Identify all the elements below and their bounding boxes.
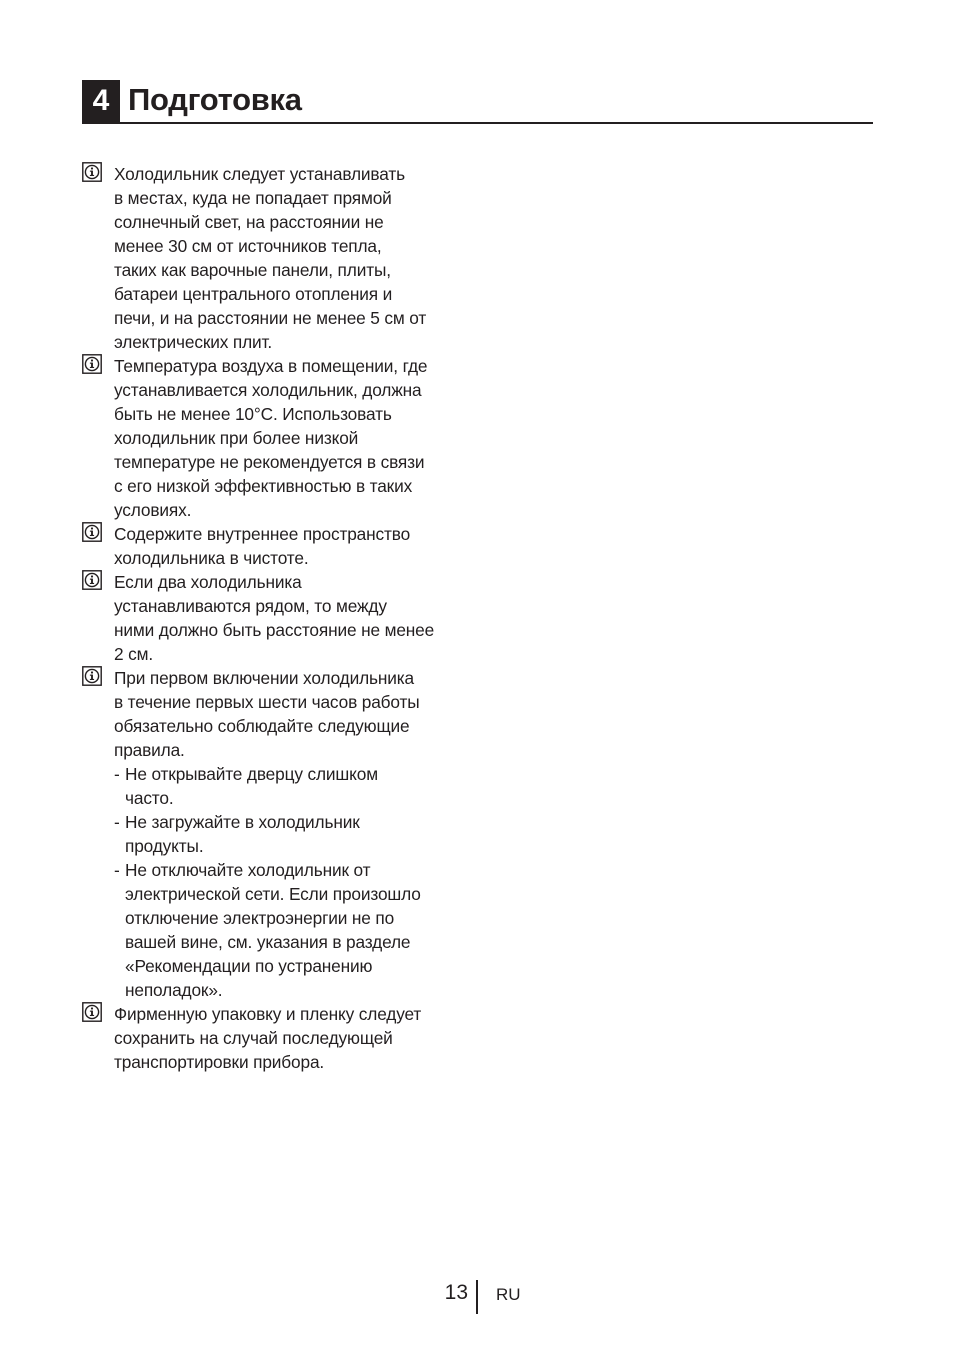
note-line: в местах, куда не попадает прямой xyxy=(114,188,392,208)
rule-item xyxy=(114,810,482,858)
note-line: ними должно быть расстояние не менее xyxy=(114,620,435,640)
note-line: быть не менее 10°C. Использовать xyxy=(114,404,392,424)
note-line: электрических плит. xyxy=(114,332,273,352)
note-line: менее 30 см от источников тепла, xyxy=(114,236,382,256)
note-line: транспортировки прибора. xyxy=(114,1052,325,1072)
rule-line: Не открывайте дверцу слишком xyxy=(125,764,378,784)
info-note xyxy=(82,522,482,570)
note-line: в течение первых шести часов работы xyxy=(114,692,420,712)
chapter-header xyxy=(82,80,873,124)
note-line: Холодильник следует устанавливать xyxy=(114,164,405,184)
note-line: правила. xyxy=(114,740,185,760)
info-note xyxy=(82,666,482,1002)
rule-item xyxy=(114,858,482,1002)
rule-line: вашей вине, см. указания в разделе xyxy=(125,932,411,952)
note-text xyxy=(114,570,482,666)
note-text xyxy=(114,1002,482,1074)
rule-item xyxy=(114,762,482,810)
note-line: устанавливаются рядом, то между xyxy=(114,596,387,616)
rule-line: часто. xyxy=(125,788,174,808)
note-line: солнечный свет, на расстоянии не xyxy=(114,212,384,232)
note-line: обязательно соблюдайте следующие xyxy=(114,716,410,736)
note-line: печи, и на расстоянии не менее 5 см от xyxy=(114,308,427,328)
note-line: Фирменную упаковку и пленку следует xyxy=(114,1004,422,1024)
note-line: При первом включении холодильника xyxy=(114,668,415,688)
notes-list xyxy=(82,162,482,1074)
language-code: RU xyxy=(496,1285,521,1304)
info-icon xyxy=(82,522,102,542)
rule-line: отключение электроэнергии не по xyxy=(125,908,395,928)
info-icon xyxy=(82,666,102,686)
note-text xyxy=(114,666,482,762)
info-note xyxy=(82,354,482,522)
info-icon xyxy=(82,1002,102,1022)
note-line: Содержите внутреннее пространство xyxy=(114,524,411,544)
rule-line: неполадок». xyxy=(125,980,223,1000)
note-text xyxy=(114,522,482,570)
note-line: холодильник при более низкой xyxy=(114,428,359,448)
rule-line: продукты. xyxy=(125,836,204,856)
info-icon xyxy=(82,570,102,590)
note-line: устанавливается холодильник, должна xyxy=(114,380,422,400)
rule-line: электрической сети. Если произошло xyxy=(125,884,421,904)
note-line: батареи центрального отопления и xyxy=(114,284,393,304)
info-note xyxy=(82,162,482,354)
note-line: условиях. xyxy=(114,500,192,520)
note-line: холодильника в чистоте. xyxy=(114,548,309,568)
note-line: Если два холодильника xyxy=(114,572,302,592)
rules-list xyxy=(114,762,482,1002)
note-line: 2 см. xyxy=(114,644,153,664)
note-line: температуре не рекомендуется в связи xyxy=(114,452,425,472)
rule-line: «Рекомендации по устранению xyxy=(125,956,373,976)
rule-line: Не отключайте холодильник от xyxy=(125,860,371,880)
chapter-title: Подготовка xyxy=(128,82,302,117)
info-note xyxy=(82,570,482,666)
page-number: 13 xyxy=(444,1281,468,1304)
note-text xyxy=(114,162,482,354)
note-line: с его низкой эффективностью в таких xyxy=(114,476,413,496)
note-line: Температура воздуха в помещении, где xyxy=(114,356,428,376)
footer-divider xyxy=(476,1280,478,1314)
chapter-number: 4 xyxy=(82,80,120,122)
rule-line: Не загружайте в холодильник xyxy=(125,812,360,832)
info-icon xyxy=(82,162,102,182)
note-text xyxy=(114,354,482,522)
info-note xyxy=(82,1002,482,1074)
note-line: таких как варочные панели, плиты, xyxy=(114,260,391,280)
info-icon xyxy=(82,354,102,374)
note-line: сохранить на случай последующей xyxy=(114,1028,393,1048)
